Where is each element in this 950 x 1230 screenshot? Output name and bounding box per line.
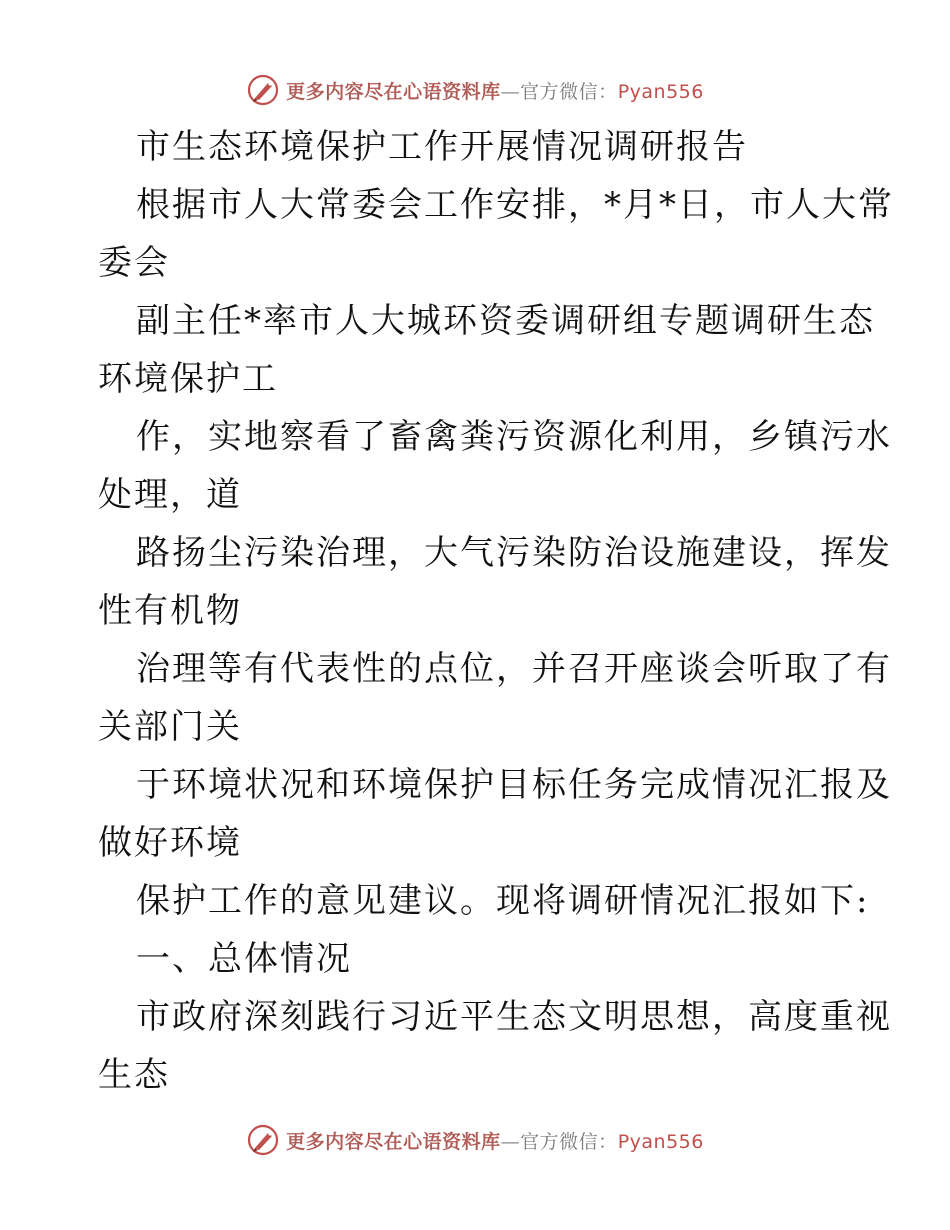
pen-logo-icon xyxy=(246,73,280,107)
text-line: 路扬尘污染治理，大气污染防治设施建设，挥发 xyxy=(136,533,892,573)
watermark-wechat-id: Pyan556 xyxy=(617,80,704,103)
text-line: 治理等有代表性的点位，并召开座谈会听取了有 xyxy=(136,649,892,689)
text-line: 做好环境 xyxy=(98,823,242,863)
watermark-separator: — xyxy=(500,80,521,103)
text-line: 委会 xyxy=(98,243,170,283)
watermark-banner-top xyxy=(0,70,950,110)
watermark-wechat-label: 官方微信： xyxy=(520,1130,618,1153)
text-line: 于环境状况和环境保护目标任务完成情况汇报及 xyxy=(136,765,892,805)
watermark-main-text: 更多内容尽在心语资料库 xyxy=(286,1130,501,1153)
watermark-wechat-label: 官方微信： xyxy=(520,80,618,103)
text-line: 性有机物 xyxy=(98,591,242,631)
watermark-banner-bottom xyxy=(0,1120,950,1160)
text-line: 处理，道 xyxy=(98,475,242,515)
watermark-group xyxy=(246,73,704,107)
text-line: 生态 xyxy=(98,1055,170,1095)
watermark-wechat-id: Pyan556 xyxy=(617,1130,704,1153)
text-line: 市生态环境保护工作开展情况调研报告 xyxy=(136,127,748,167)
text-line: 根据市人大常委会工作安排，*月*日，市人大常 xyxy=(136,185,894,225)
watermark-group xyxy=(246,1123,704,1157)
text-line: 关部门关 xyxy=(98,707,242,747)
text-line: 一、总体情况 xyxy=(136,939,352,979)
watermark-text xyxy=(286,77,704,104)
watermark-main-text: 更多内容尽在心语资料库 xyxy=(286,80,501,103)
text-line: 市政府深刻践行习近平生态文明思想，高度重视 xyxy=(136,997,892,1037)
watermark-text xyxy=(286,1127,704,1154)
text-line: 环境保护工 xyxy=(98,359,278,399)
text-line: 作，实地察看了畜禽粪污资源化利用，乡镇污水 xyxy=(136,417,892,457)
pen-logo-icon xyxy=(246,1123,280,1157)
text-line: 副主任*率市人大城环资委调研组专题调研生态 xyxy=(136,301,875,341)
watermark-separator: — xyxy=(500,1130,521,1153)
text-line: 保护工作的意见建议。现将调研情况汇报如下: xyxy=(136,881,870,921)
document-body xyxy=(98,118,894,1104)
